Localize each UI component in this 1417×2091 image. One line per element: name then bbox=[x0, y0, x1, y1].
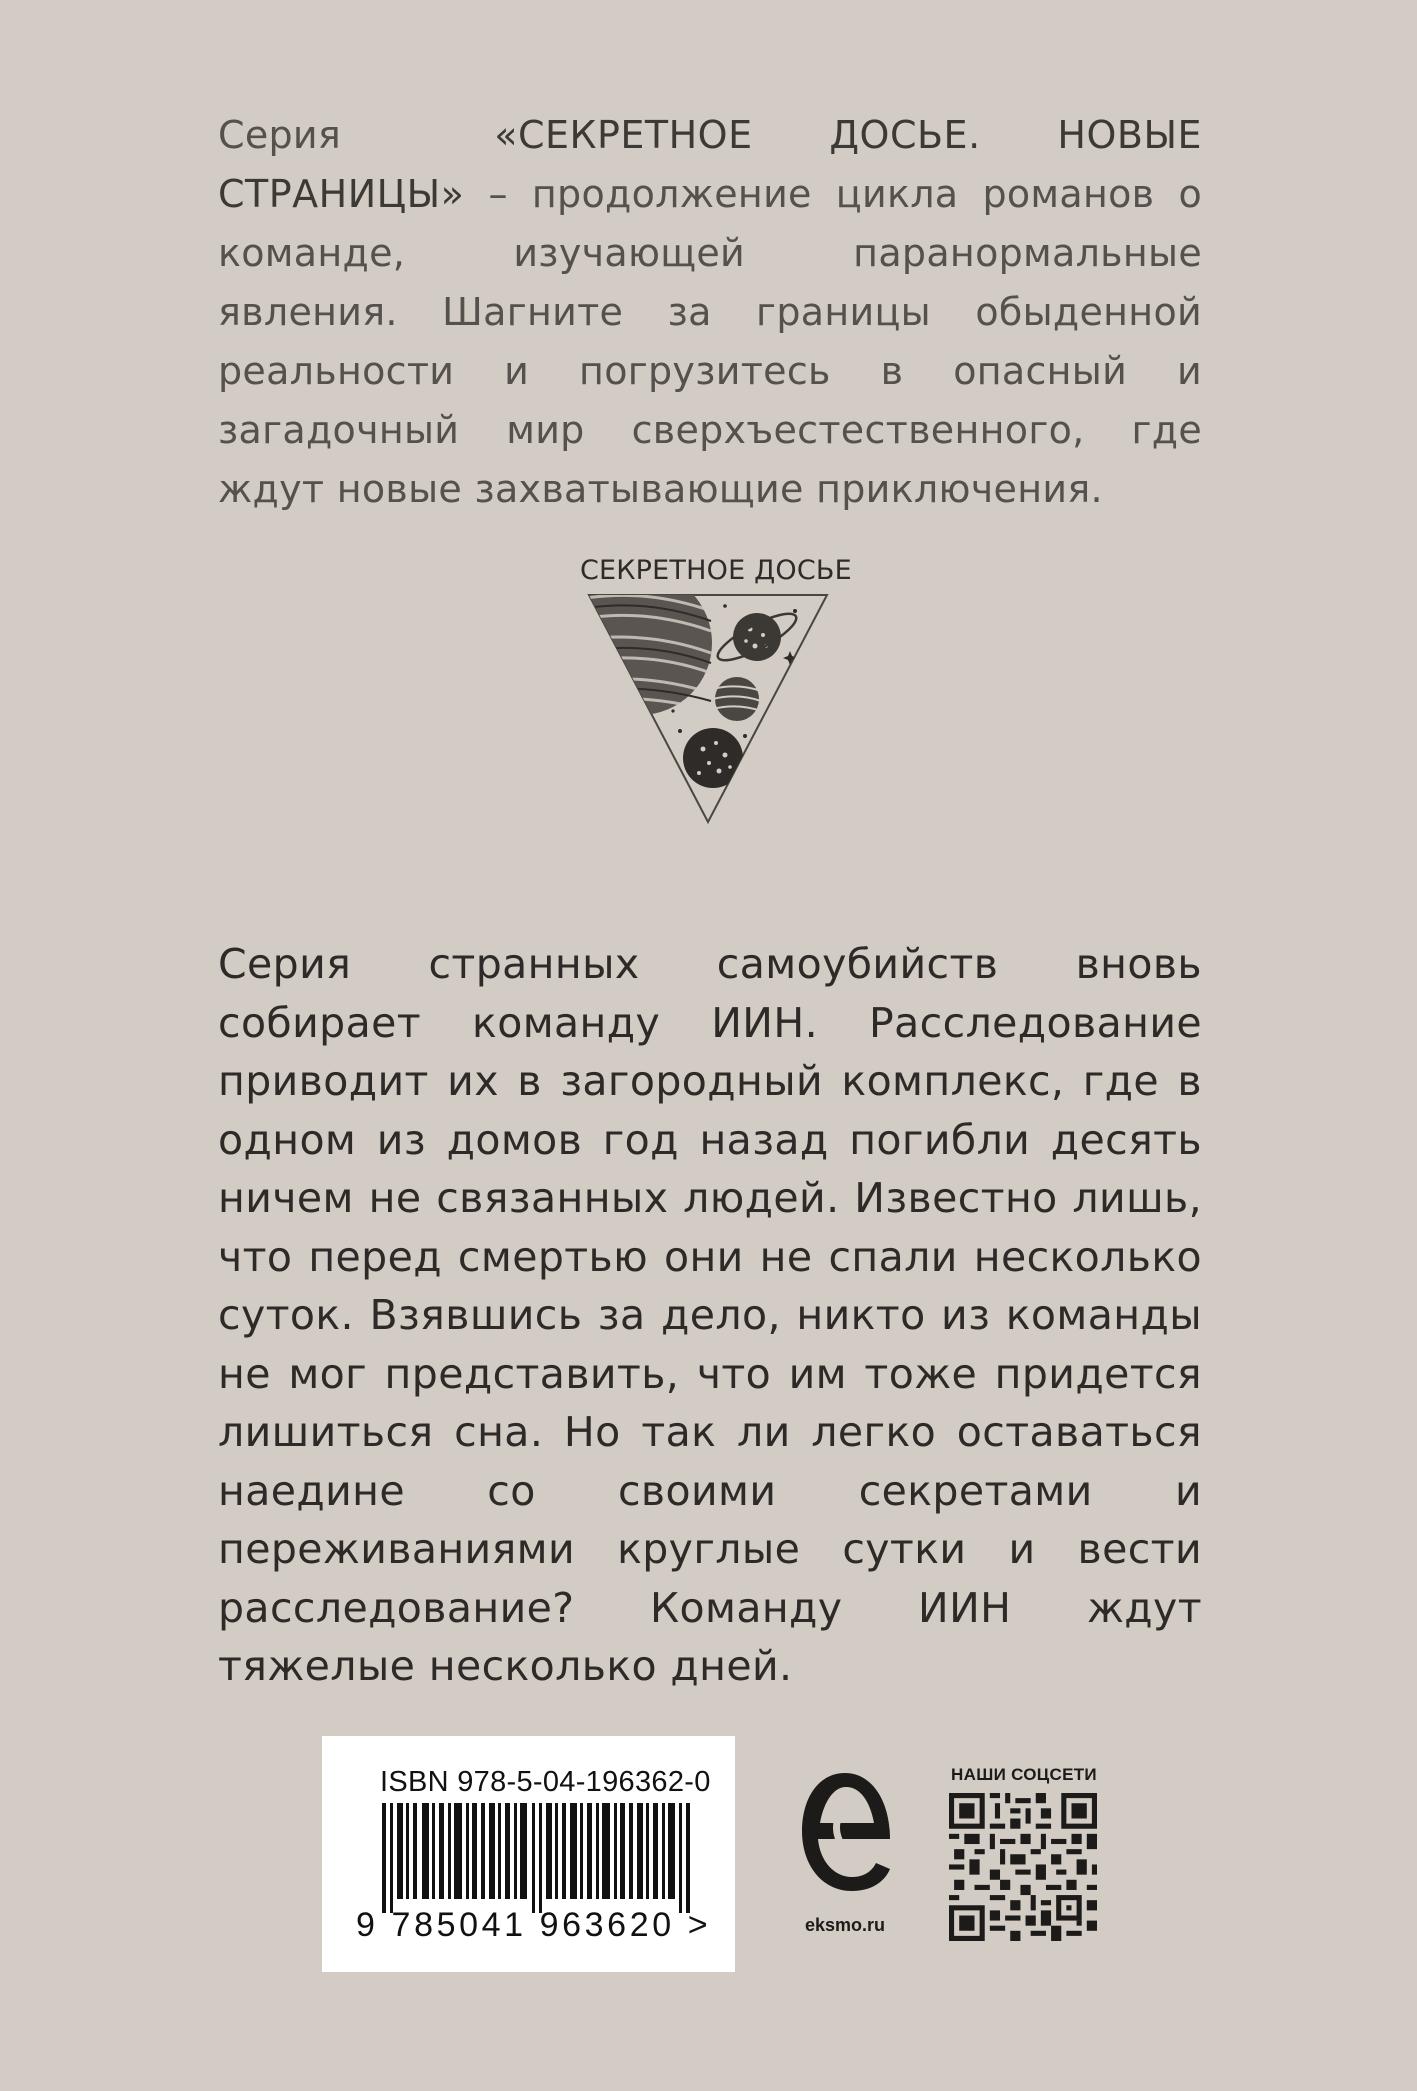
isbn-label: ISBN 978-5-04-196362-0 bbox=[380, 1766, 711, 1798]
barcode-digits: 9 785041 963620 > bbox=[356, 1906, 712, 1944]
qr-code-icon bbox=[949, 1793, 1097, 1941]
publisher-url: eksmo.ru bbox=[804, 1915, 886, 1935]
series-blurb-text: – продолжение цикла романов о команде, изучающей паранормальные явления. Шагните за границы обыденной реальности и погрузитесь в опасный и загадочный мир сверхъестественного, где ждут новые захватывающие приключения. bbox=[218, 172, 1202, 511]
series-blurb-lead: Серия bbox=[218, 113, 342, 157]
triangle-planets-icon bbox=[585, 591, 831, 826]
barcode-icon bbox=[382, 1803, 702, 1913]
social-qr bbox=[944, 1765, 1104, 1945]
series-name: «СЕКРЕТНОЕ ДОСЬЕ. НОВЫЕ СТРАНИЦЫ» bbox=[218, 113, 1202, 216]
series-logo bbox=[580, 555, 852, 830]
publisher-logo bbox=[790, 1765, 900, 1945]
synopsis: Серия странных самоубийств вновь собирает команду ИИН. Расследование приводит их в загородный комплекс, где в одном из домов год назад погибли десять ничем не связанных людей. Известно лишь, что перед смертью они не спали несколько суток. Взявшись за дело, никто из команды не мог представить, что им тоже придется лишиться сна. Но так ли легко оставаться наедине со своими секретами и переживаниями круглые сутки и вести расследование? Команду ИИН ждут тяжелые несколько дней. bbox=[218, 940, 1202, 1690]
series-logo-title: СЕКРЕТНОЕ ДОСЬЕ bbox=[580, 555, 852, 586]
isbn-barcode-box bbox=[322, 1736, 735, 1972]
series-blurb bbox=[218, 106, 1202, 519]
social-title: НАШИ СОЦСЕТИ bbox=[951, 1765, 1097, 1784]
eksmo-logo-icon bbox=[798, 1765, 892, 1900]
